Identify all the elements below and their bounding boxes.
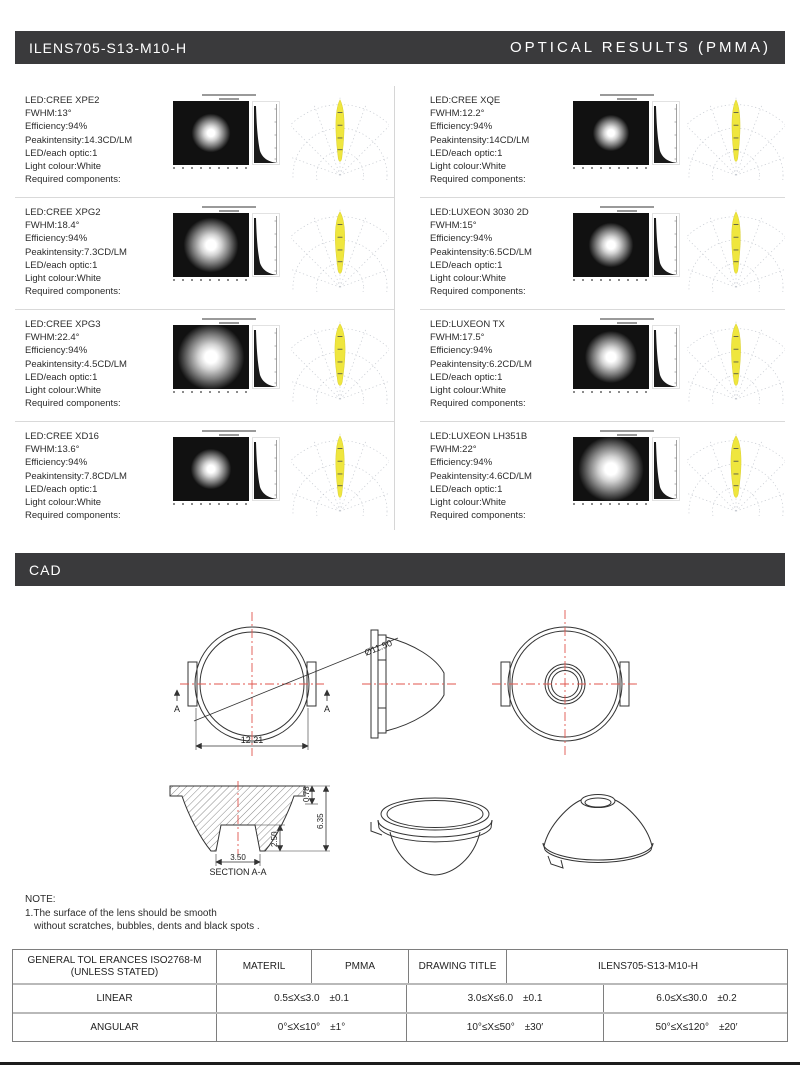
spec-light-colour: Light colour:White: [25, 273, 102, 285]
spec-led-per-optic: LED/each optic:1: [25, 147, 98, 159]
spec-led-per-optic: LED/each optic:1: [430, 371, 503, 383]
note-block: [25, 893, 260, 934]
spec-required: Required components:: [430, 286, 526, 298]
tolerance-cell: 10°≤X≤50° ±30′: [406, 1014, 603, 1041]
polar-plot: [291, 204, 389, 292]
spec-led: LED:LUXEON LH351B: [430, 431, 528, 442]
polar-plot: [291, 316, 389, 404]
optical-result-block: [420, 86, 785, 198]
intensity-histogram: [652, 437, 680, 501]
spec-efficiency: Efficiency:94%: [430, 121, 493, 133]
spec-fwhm: FWHM:15°: [430, 220, 477, 232]
intensity-map-xticks: [573, 167, 649, 169]
intensity-map-image: [573, 213, 649, 277]
spec-efficiency: Efficiency:94%: [430, 233, 493, 245]
spec-led: LED:CREE XPG2: [25, 207, 101, 218]
tolerance-table-header: [13, 950, 787, 983]
row-label: ANGULAR: [90, 1021, 139, 1033]
intensity-map-image: [573, 437, 649, 501]
intensity-map-image: [173, 101, 249, 165]
beam-lobe: [336, 100, 344, 162]
spec-efficiency: Efficiency:94%: [25, 121, 88, 133]
intensity-map-caption: [573, 204, 681, 213]
intensity-map-figure: [573, 316, 681, 393]
cad-section-bar: [15, 553, 785, 586]
header-bar: [15, 31, 785, 64]
intensity-map-xticks: [573, 391, 649, 393]
spec-efficiency: Efficiency:94%: [25, 345, 88, 357]
row-label: LINEAR: [96, 992, 133, 1004]
spec-light-colour: Light colour:White: [430, 273, 507, 285]
header-material-value: PMMA: [311, 950, 408, 983]
dim-width: 12.21: [240, 735, 264, 745]
intensity-histogram: [652, 101, 680, 165]
spec-required: Required components:: [430, 174, 526, 186]
spec-fwhm: FWHM:17.5°: [430, 332, 485, 344]
spec-led: LED:LUXEON 3030 2D: [430, 207, 529, 218]
intensity-map-caption: [173, 204, 285, 213]
section-marker-right: A: [323, 704, 331, 714]
spec-led: LED:CREE XPE2: [25, 95, 100, 106]
beam-lobe: [335, 324, 345, 386]
polar-plot: [687, 92, 785, 180]
spec-led-per-optic: LED/each optic:1: [25, 371, 98, 383]
intensity-map-figure: [173, 428, 285, 505]
spec-led-per-optic: LED/each optic:1: [430, 483, 503, 495]
spec-led-per-optic: LED/each optic:1: [430, 259, 503, 271]
note-line-1: 1.The surface of the lens should be smooth: [25, 907, 217, 919]
polar-plot: [687, 316, 785, 404]
spec-required: Required components:: [25, 174, 121, 186]
spec-required: Required components:: [25, 510, 121, 522]
beam-lobe: [732, 100, 740, 162]
beam-lobe: [731, 436, 741, 498]
intensity-histogram: [252, 325, 280, 389]
intensity-map-figure: [573, 92, 681, 169]
polar-plot: [687, 204, 785, 292]
intensity-map-caption: [173, 92, 285, 101]
page-bottom-rule: [0, 1062, 800, 1065]
led-spec-list: [430, 92, 573, 186]
spec-fwhm: FWHM:13°: [25, 108, 72, 120]
intensity-map-figure: [173, 316, 285, 393]
intensity-map-caption: [573, 316, 681, 325]
spec-fwhm: FWHM:13.6°: [25, 444, 80, 456]
tolerance-table: [12, 949, 788, 1042]
header-right-title: OPTICAL RESULTS (PMMA): [509, 39, 771, 56]
header-material-label: MATERIL: [216, 950, 311, 983]
optical-result-block: [420, 310, 785, 422]
cad-iso-top-view: [371, 798, 492, 875]
spec-efficiency: Efficiency:94%: [25, 233, 88, 245]
spec-peak-intensity: Peakintensity:6.2CD/LM: [430, 358, 532, 370]
polar-plot: [687, 428, 785, 516]
dim-top-thickness: 0.78: [302, 786, 311, 802]
tolerance-cell: 3.0≤X≤6.0 ±0.1: [406, 985, 603, 1012]
spec-peak-intensity: Peakintensity:7.3CD/LM: [25, 246, 127, 258]
spec-led: LED:CREE XPG3: [25, 319, 101, 330]
spec-led: LED:CREE XQE: [430, 95, 501, 106]
spec-light-colour: Light colour:White: [430, 161, 507, 173]
intensity-map-image: [173, 437, 249, 501]
intensity-map-xticks: [173, 279, 249, 281]
spec-fwhm: FWHM:22°: [430, 444, 477, 456]
spec-peak-intensity: Peakintensity:4.6CD/LM: [430, 470, 532, 482]
intensity-histogram: [652, 325, 680, 389]
note-title: NOTE:: [25, 894, 56, 905]
header-drawing-title-label: DRAWING TITLE: [408, 950, 506, 983]
spec-peak-intensity: Peakintensity:7.8CD/LM: [25, 470, 127, 482]
led-spec-list: [25, 428, 173, 522]
spec-fwhm: FWHM:12.2°: [430, 108, 485, 120]
spec-light-colour: Light colour:White: [25, 161, 102, 173]
tolerance-cell: 0.5≤X≤3.0 ±0.1: [216, 985, 406, 1012]
polar-plot: [291, 92, 389, 180]
led-spec-list: [25, 316, 173, 410]
optical-result-block: [15, 310, 395, 422]
spec-peak-intensity: Peakintensity:6.5CD/LM: [430, 246, 532, 258]
header-drawing-title-value: ILENS705-S13-M10-H: [506, 950, 789, 983]
intensity-map-xticks: [573, 279, 649, 281]
beam-lobe: [336, 436, 344, 498]
intensity-map-image: [573, 101, 649, 165]
intensity-map-xticks: [173, 167, 249, 169]
spec-required: Required components:: [430, 510, 526, 522]
dim-cavity-height: 2.50: [270, 831, 279, 847]
spec-peak-intensity: Peakintensity:14CD/LM: [430, 134, 530, 146]
page-title: ILENS705-S13-M10-H: [29, 39, 188, 56]
intensity-map-figure: [173, 92, 285, 169]
header-general-tolerances: GENERAL TOL ERANCES ISO2768-M (UNLESS STATED): [27, 955, 202, 978]
note-line-2: without scratches, bubbles, dents and black spots .: [34, 921, 260, 932]
spec-led: LED:CREE XD16: [25, 431, 99, 442]
intensity-map-caption: [573, 428, 681, 437]
cad-section-view: [170, 781, 330, 877]
led-spec-list: [25, 92, 173, 186]
spec-efficiency: Efficiency:94%: [430, 457, 493, 469]
spec-light-colour: Light colour:White: [430, 385, 507, 397]
polar-plot: [291, 428, 389, 516]
spec-light-colour: Light colour:White: [25, 497, 102, 509]
optical-result-block: [420, 422, 785, 534]
intensity-map-caption: [173, 316, 285, 325]
optical-result-block: [15, 422, 395, 534]
optical-result-block: [15, 86, 395, 198]
optical-results-grid: [15, 86, 785, 534]
led-spec-list: [430, 204, 573, 298]
intensity-histogram: [652, 213, 680, 277]
intensity-map-image: [573, 325, 649, 389]
intensity-map-figure: [573, 428, 681, 505]
intensity-histogram: [252, 437, 280, 501]
spec-led: LED:LUXEON TX: [430, 319, 505, 330]
led-spec-list: [25, 204, 173, 298]
tolerance-row-linear: [13, 983, 787, 1012]
beam-lobe: [731, 324, 740, 386]
tolerance-cell: 6.0≤X≤30.0 ±0.2: [603, 985, 789, 1012]
spec-required: Required components:: [25, 398, 121, 410]
intensity-map-xticks: [573, 503, 649, 505]
spec-fwhm: FWHM:18.4°: [25, 220, 80, 232]
led-spec-list: [430, 428, 573, 522]
spec-led-per-optic: LED/each optic:1: [25, 259, 98, 271]
spec-required: Required components:: [25, 286, 121, 298]
intensity-map-image: [173, 325, 249, 389]
intensity-map-image: [173, 213, 249, 277]
tolerance-cell: 0°≤X≤10° ±1°: [216, 1014, 406, 1041]
spec-efficiency: Efficiency:94%: [430, 345, 493, 357]
spec-light-colour: Light colour:White: [25, 385, 102, 397]
intensity-map-xticks: [173, 503, 249, 505]
intensity-map-xticks: [173, 391, 249, 393]
optical-result-block: [420, 198, 785, 310]
beam-lobe: [335, 212, 344, 274]
tolerance-cell: 50°≤X≤120° ±20′: [603, 1014, 789, 1041]
cad-drawings: [0, 598, 800, 898]
cad-front-dimensions: [174, 638, 398, 750]
intensity-map-caption: [173, 428, 285, 437]
intensity-map-caption: [573, 92, 681, 101]
dim-cavity-width: 3.50: [230, 853, 246, 862]
cad-iso-bottom-view: [543, 795, 653, 869]
beam-lobe: [732, 212, 741, 274]
optical-result-block: [15, 198, 395, 310]
column-divider: [394, 86, 395, 530]
section-label: SECTION A-A: [209, 867, 267, 877]
spec-peak-intensity: Peakintensity:4.5CD/LM: [25, 358, 127, 370]
spec-led-per-optic: LED/each optic:1: [25, 483, 98, 495]
intensity-map-figure: [573, 204, 681, 281]
spec-required: Required components:: [430, 398, 526, 410]
spec-led-per-optic: LED/each optic:1: [430, 147, 503, 159]
tolerance-row-angular: [13, 1012, 787, 1041]
spec-peak-intensity: Peakintensity:14.3CD/LM: [25, 134, 133, 146]
spec-efficiency: Efficiency:94%: [25, 457, 88, 469]
section-marker-left: A: [173, 704, 181, 714]
dim-diameter: Ø11.50: [363, 637, 394, 658]
intensity-histogram: [252, 213, 280, 277]
cad-section-title: CAD: [29, 561, 62, 578]
intensity-histogram: [252, 101, 280, 165]
dim-total-height: 6.35: [316, 813, 325, 829]
spec-fwhm: FWHM:22.4°: [25, 332, 80, 344]
intensity-map-figure: [173, 204, 285, 281]
led-spec-list: [430, 316, 573, 410]
spec-light-colour: Light colour:White: [430, 497, 507, 509]
